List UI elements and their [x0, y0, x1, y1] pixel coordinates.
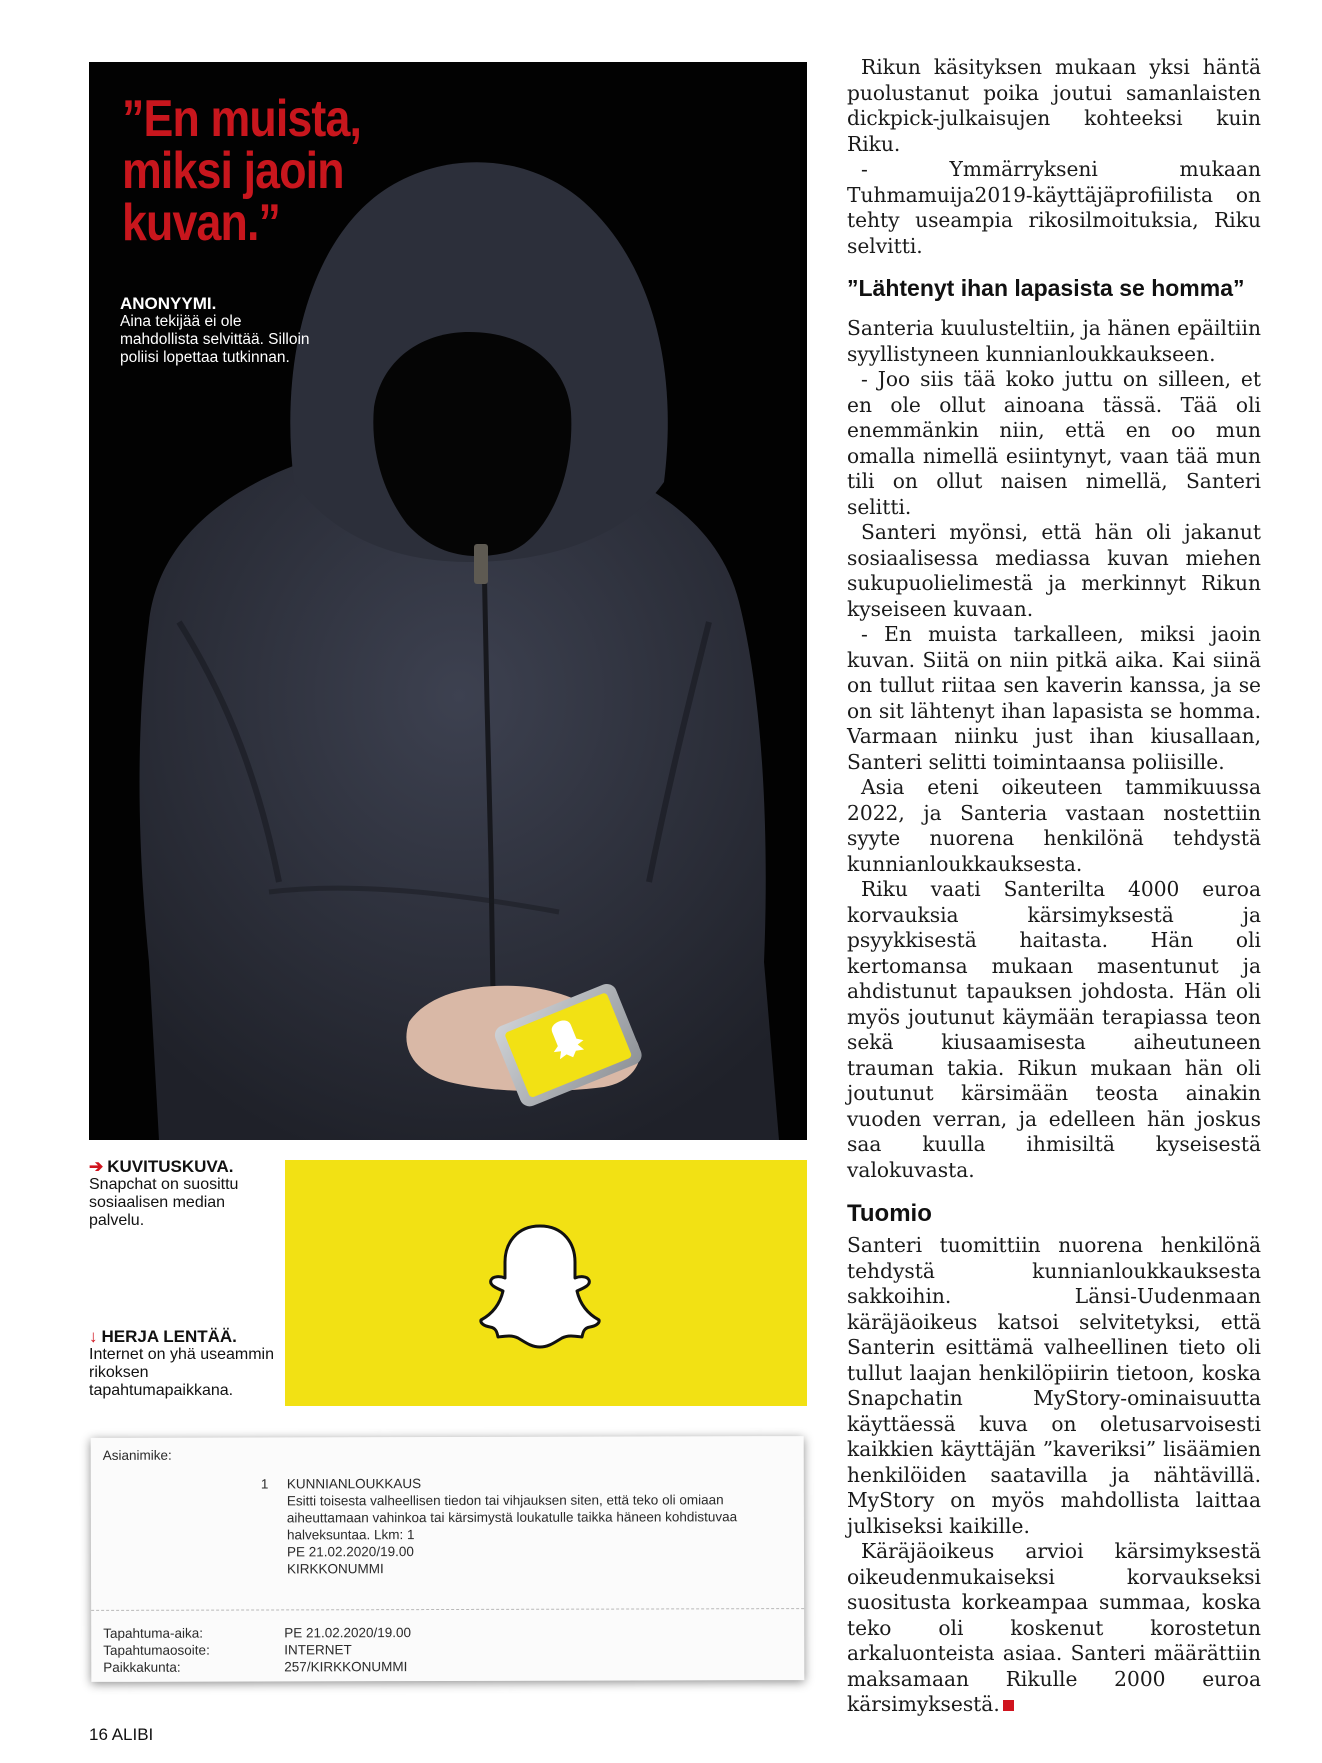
subheading: Tuomio: [847, 1200, 932, 1227]
paragraph: Asia eteni oikeuteen tammikuussa 2022, ja Santeria vastaan nostettiin syyte nuorena henkilönä tehdystä kunnianloukkauksesta.: [847, 775, 1261, 876]
slander-caption: [89, 1328, 279, 1400]
hero-photo: [89, 62, 807, 1140]
item-number: 1: [260, 1476, 269, 1492]
row-label: Paikkakunta:: [103, 1659, 181, 1675]
paragraph: - En muista tarkalleen, miksi jaoin kuvan. Siitä on niin pitkä aika. Kai siinä on tullut riitaa sen kaverin kanssa, ja se on sit lähtenyt ihan lapasista se homma. Varmaan niinku just ihan kiusallaan, Santeri selitti toimintaansa poliisille.: [847, 622, 1261, 774]
snapchat-ghost-icon: [478, 1220, 602, 1350]
caption-text: Snapchat on suosittu sosiaalisen median palvelu.: [89, 1176, 239, 1229]
paragraph: Riku vaati Santerilta 4000 euroa korvauksia kärsimyksestä ja psyykkisestä haitasta. Hän oli kertomansa mukaan masentunut ja ahdistunut tapauksen johdosta. Hän oli myös joutunut käymään terapiassa teon sekä kiusaamisesta aiheutuneen trauman takia. Rikun mukaan hän oli joutunut kärsimään teosta ainakin vuoden verran, ja edelleen hän joskus saa kuulla ihmisiltä kyseisestä valokuvasta.: [847, 877, 1261, 1182]
row-value: 257/KIRKKONUMMI: [284, 1659, 408, 1675]
arrow-down-icon: ↓: [89, 1327, 98, 1346]
end-mark-icon: [1003, 1700, 1014, 1711]
paragraph: Santeri myönsi, että hän oli jakanut sosiaalisessa mediassa kuvan miehen sukupuolielimestä ja merkinnyt Rikun kyseiseen kuvaan.: [847, 520, 1261, 621]
paragraph: - Joo siis tää koko juttu on silleen, et en ole ollut ainoana tässä. Tää oli enemmänkin niin, että en oo mun omalla nimellä esiintynyt, vaan tää mun tili on ollut naisen nimellä, Santeri selitti.: [847, 367, 1261, 519]
pull-quote: ”En muista, miksi jaoin kuvan.”: [122, 90, 362, 252]
row-label: Tapahtumaosoite:: [103, 1642, 210, 1658]
photo-caption: [120, 295, 320, 367]
offence-title: KUNNIANLOUKKAUS: [286, 1476, 422, 1492]
offence-time: PE 21.02.2020/19.00: [286, 1544, 414, 1560]
page-folio: 16 ALIBI: [89, 1725, 154, 1744]
zipper-pull: [474, 544, 488, 584]
caption-title: ANONYYMI.: [120, 294, 217, 313]
arrow-right-icon: ➔: [89, 1157, 104, 1176]
illustration-caption: [89, 1158, 279, 1230]
paragraph: Santeria kuulusteltiin, ja hänen epäiltiin syyllistyneen kunnianloukkaukseen.: [847, 316, 1261, 366]
article-column: [847, 55, 1261, 1718]
paragraph: - Ymmärrykseni mukaan Tuhmamuija2019-käyttäjäprofiilista on tehty useampia rikosilmoituksia, Riku selvitti.: [847, 157, 1261, 258]
caption-text: Internet on yhä useammin rikoksen tapahtumapaikkana.: [89, 1346, 274, 1399]
case-label: Asianimike:: [102, 1447, 172, 1463]
paragraph: Santeri tuomittiin nuorena henkilönä tehdystä kunnianloukkauksesta sakkoihin. Länsi-Uudenmaan käräjäoikeus katsoi selvitetyksi, että Santerin esittämä valheellinen tieto oli tullut laajan henkilöpiirin tietoon, koska Snapchatin MyStory-ominaisuutta käyttäessä kuva on oletusarvoisesti kaikkien käyttäjän ”kaveriksi” lisäämien henkilöiden saatavilla ja nähtävillä. MyStory on myös mahdollista laittaa julkiseksi kaikille.: [847, 1233, 1261, 1538]
caption-title: ↓ HERJA LENTÄÄ.: [89, 1327, 237, 1346]
row-label: Tapahtuma-aika:: [103, 1625, 204, 1641]
caption-title: ➔ KUVITUSKUVA.: [89, 1157, 234, 1176]
offence-place: KIRKKONUMMI: [287, 1561, 384, 1577]
row-value: INTERNET: [284, 1642, 352, 1658]
offence-description: Esitti toisesta valheellisen tiedon tai vihjauksen siten, että teko oli omiaan aiheuttamaan vahinkoa tai kärsimystä loukatulle taikka häneen kohdistuvaa halveksuntaa. Lkm: 1: [286, 1492, 738, 1543]
snapchat-logo-panel: [285, 1160, 807, 1406]
divider: [91, 1608, 804, 1611]
row-value: PE 21.02.2020/19.00: [284, 1625, 412, 1641]
offence-block: [287, 1474, 787, 1577]
paragraph: Rikun käsityksen mukaan yksi häntä puolustanut poika joutui samanlaisten dickpick-julkaisujen kohteeksi kuin Riku.: [847, 55, 1261, 156]
caption-text: Aina tekijää ei ole mahdollista selvittää. Silloin poliisi lopettaa tutkinnan.: [120, 313, 310, 366]
paragraph: Käräjäoikeus arvioi kärsimyksestä oikeudenmukaiseksi korvaukseksi suositusta korkeampaa summaa, koska teko oli koskenut korostetun arkaluonteista asiaa. Santeri määrättiin maksamaan Rikulle 2000 euroa kärsimyksestä.: [847, 1539, 1261, 1716]
police-report-excerpt: [91, 1436, 805, 1682]
subheading: ”Lähtenyt ihan lapasista se homma”: [847, 275, 1245, 301]
